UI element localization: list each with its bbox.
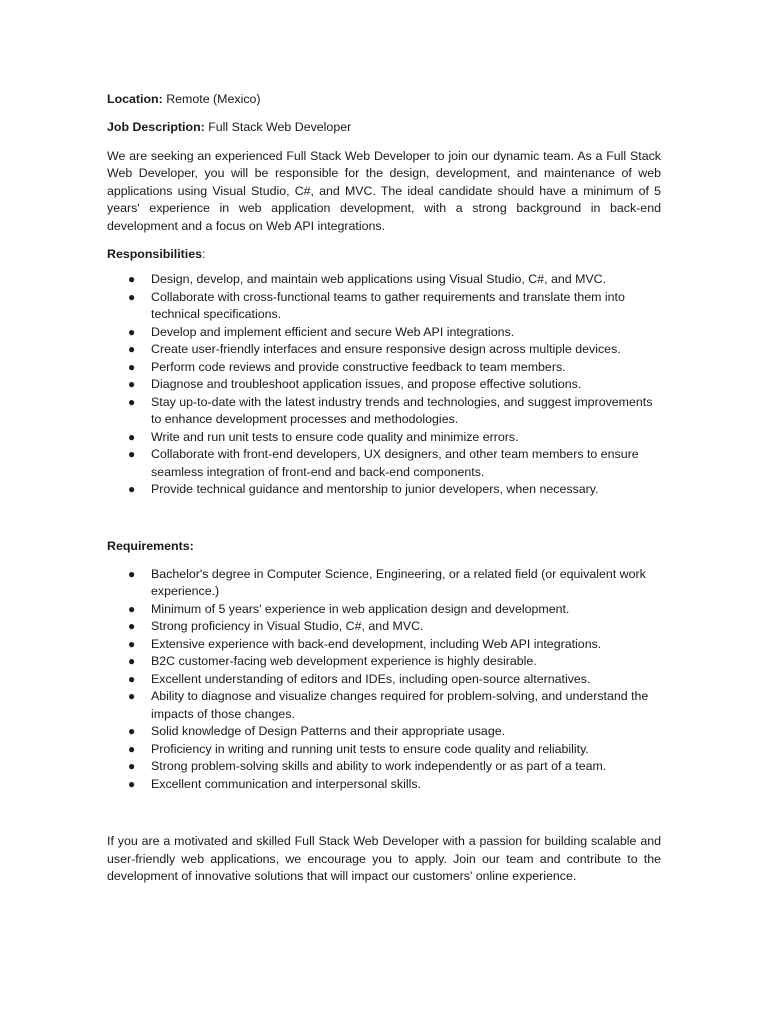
location-value: Remote (Mexico)	[166, 92, 261, 106]
list-item-text: Create user-friendly interfaces and ensure responsive design across multiple devices.	[151, 342, 621, 356]
bullet-icon: ●	[128, 724, 136, 738]
responsibilities-list	[107, 271, 661, 499]
bullet-icon: ●	[128, 447, 136, 461]
list-item-text: Provide technical guidance and mentorship to junior developers, when necessary.	[151, 482, 599, 496]
list-item	[107, 601, 661, 619]
responsibilities-heading-colon: :	[202, 246, 206, 261]
list-item	[107, 566, 661, 601]
requirements-heading: Requirements:	[107, 538, 194, 553]
bullet-icon: ●	[128, 636, 136, 651]
list-item	[107, 446, 661, 481]
list-item-text: Bachelor's degree in Computer Science, Engineering, or a related field (or equivalent work experience.)	[151, 566, 646, 598]
bullet-icon: ●	[128, 377, 136, 391]
list-item-text: Collaborate with front-end developers, UX designers, and other team members to ensure seamless integration of front-end and back-end components.	[151, 447, 639, 479]
location-label: Location:	[107, 92, 163, 106]
responsibilities-heading	[107, 246, 661, 264]
list-item-text: Design, develop, and maintain web applications using Visual Studio, C#, and MVC.	[151, 272, 607, 286]
list-item-text: Strong problem-solving skills and ability to work independently or as part of a team.	[151, 759, 607, 773]
list-item-text: Solid knowledge of Design Patterns and their appropriate usage.	[151, 724, 506, 738]
list-item	[107, 289, 661, 324]
bullet-icon: ●	[128, 289, 136, 304]
bullet-icon: ●	[128, 324, 136, 339]
list-item-text: Collaborate with cross-functional teams to gather requirements and translate them into technical specifications.	[151, 289, 625, 321]
intro-paragraph: We are seeking an experienced Full Stack Web Developer to join our dynamic team. As a Full Stack Web Developer, you will be responsible for the design, development, and maintenance of web applications using Visual Studio, C#, and MVC. The ideal candidate should have a minimum of 5 years' experience in web application development, with a strong background in back-end development and a focus on Web API integrations.	[107, 148, 661, 233]
list-item-text: Write and run unit tests to ensure code quality and minimize errors.	[151, 429, 519, 444]
list-item-text: Minimum of 5 years' experience in web application design and development.	[151, 601, 570, 616]
bullet-icon: ●	[128, 272, 136, 286]
list-item	[107, 723, 661, 741]
list-item-text: Stay up-to-date with the latest industry trends and technologies, and suggest improvements to enhance development processes and methodologies.	[151, 394, 653, 426]
bullet-icon: ●	[128, 619, 136, 633]
list-item-text: Perform code reviews and provide constructive feedback to team members.	[151, 359, 566, 374]
job-description-value: Full Stack Web Developer	[208, 120, 352, 134]
job-posting-document	[107, 91, 661, 886]
bullet-icon: ●	[128, 566, 136, 581]
requirements-list	[107, 566, 661, 794]
bullet-icon: ●	[128, 394, 136, 409]
closing-paragraph: If you are a motivated and skilled Full Stack Web Developer with a passion for building scalable and user-friendly web applications, we encourage you to apply. Join our team and contribute to the development of innovative solutions that will impact our customers' online experience.	[107, 834, 661, 883]
bullet-icon: ●	[128, 482, 136, 496]
list-item	[107, 394, 661, 429]
list-item-text: Proficiency in writing and running unit tests to ensure code quality and reliability.	[151, 741, 589, 756]
bullet-icon: ●	[128, 601, 136, 616]
list-item	[107, 653, 661, 671]
list-item-text: Excellent understanding of editors and IDEs, including open-source alternatives.	[151, 671, 591, 686]
list-item	[107, 776, 661, 794]
list-item	[107, 324, 661, 342]
bullet-icon: ●	[128, 689, 136, 703]
bullet-icon: ●	[128, 671, 136, 686]
list-item-text: Develop and implement efficient and secure Web API integrations.	[151, 324, 515, 339]
list-item	[107, 758, 661, 776]
list-item	[107, 359, 661, 377]
bullet-icon: ●	[128, 654, 136, 668]
bullet-icon: ●	[128, 359, 136, 374]
list-item-text: Diagnose and troubleshoot application issues, and propose effective solutions.	[151, 377, 582, 391]
list-item	[107, 341, 661, 359]
bullet-icon: ●	[128, 342, 136, 356]
bullet-icon: ●	[128, 759, 136, 773]
list-item-text: Strong proficiency in Visual Studio, C#, and MVC.	[151, 619, 424, 633]
job-description-label: Job Description:	[107, 120, 205, 134]
list-item-text: B2C customer-facing web development experience is highly desirable.	[151, 654, 537, 668]
list-item-text: Excellent communication and interpersonal skills.	[151, 776, 421, 791]
list-item-text: Ability to diagnose and visualize changes required for problem-solving, and understand the impacts of those changes.	[151, 689, 649, 721]
bullet-icon: ●	[128, 741, 136, 756]
list-item	[107, 481, 661, 499]
bullet-icon: ●	[128, 429, 136, 444]
bullet-icon: ●	[128, 776, 136, 791]
list-item	[107, 688, 661, 723]
list-item	[107, 741, 661, 759]
list-item	[107, 636, 661, 654]
list-item	[107, 271, 661, 289]
list-item	[107, 376, 661, 394]
list-item	[107, 671, 661, 689]
list-item-text: Extensive experience with back-end development, including Web API integrations.	[151, 636, 602, 651]
job-description-line	[107, 119, 661, 137]
list-item	[107, 429, 661, 447]
responsibilities-heading-text: Responsibilities	[107, 246, 203, 261]
list-item	[107, 618, 661, 636]
location-line	[107, 91, 661, 109]
